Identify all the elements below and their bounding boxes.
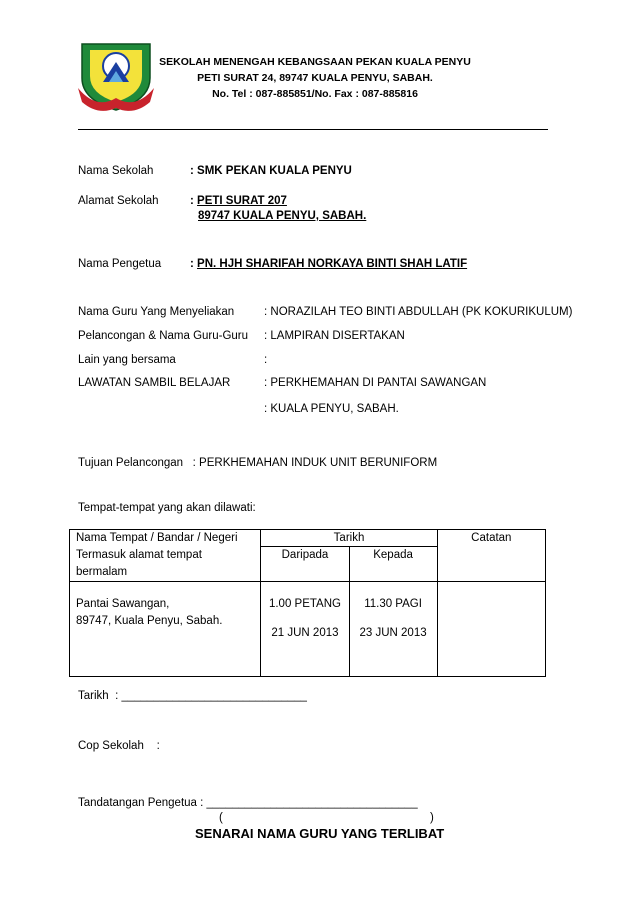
header-line-1: Nama Tempat / Bandar / Negeri <box>76 532 238 544</box>
senarai-heading: SENARAI NAMA GURU YANG TERLIBAT <box>195 826 445 841</box>
col-catatan-header: Catatan <box>437 530 545 582</box>
lawatan-label: LAWATAN SAMBIL BELAJAR <box>78 377 231 389</box>
kepada-date: 23 JUN 2013 <box>359 627 427 639</box>
nama-pengetua-label: Nama Pengetua <box>78 258 162 270</box>
daripada-time: 1.00 PETANG <box>268 598 341 610</box>
col-kepada-header: Kepada <box>349 547 437 582</box>
lain-label: Lain yang bersama <box>78 354 176 366</box>
header-divider <box>78 129 548 130</box>
lain-value: : <box>264 354 268 366</box>
col-tarikh-header: Tarikh <box>261 530 437 547</box>
header-address: PETI SURAT 24, 89747 KUALA PENYU, SABAH. <box>197 72 433 84</box>
tempat-table <box>69 529 546 677</box>
row-kepada <box>349 582 437 677</box>
paren-close: ) <box>430 812 434 824</box>
row-daripada <box>261 582 349 677</box>
row-place <box>70 582 261 677</box>
tarikh-field: Tarikh : _____________________________ <box>78 690 307 702</box>
col-daripada-header: Daripada <box>261 547 349 582</box>
nama-sekolah-value: : SMK PEKAN KUALA PENYU <box>190 165 352 177</box>
guru-menyeliakan-value: : NORAZILAH TEO BINTI ABDULLAH (PK KOKURIKULUM) <box>264 306 573 318</box>
tujuan-pelancongan: Tujuan Pelancongan : PERKHEMAHAN INDUK UNIT BERUNIFORM <box>78 457 438 469</box>
nama-sekolah-label: Nama Sekolah <box>78 165 154 177</box>
tempat-heading: Tempat-tempat yang akan dilawati: <box>78 502 256 514</box>
place-line-1: Pantai Sawangan, <box>76 598 170 610</box>
kepada-time: 11.30 PAGI <box>364 598 422 610</box>
paren-open: ( <box>219 812 223 824</box>
place-line-2: 89747, Kuala Penyu, Sabah. <box>76 615 223 627</box>
cop-sekolah-field: Cop Sekolah : <box>78 740 160 752</box>
lawatan-value-2: : KUALA PENYU, SABAH. <box>264 403 399 415</box>
row-catatan <box>437 582 545 677</box>
alamat-sekolah-label: Alamat Sekolah <box>78 195 159 207</box>
header-contact: No. Tel : 087-885851/No. Fax : 087-885816 <box>212 88 418 100</box>
header-school-name: SEKOLAH MENENGAH KEBANGSAAN PEKAN KUALA PENYU <box>159 56 471 68</box>
daripada-date: 21 JUN 2013 <box>271 627 339 639</box>
alamat-sekolah-line1: : PETI SURAT 207 <box>190 195 287 207</box>
alamat-sekolah-line2: 89747 KUALA PENYU, SABAH. <box>198 210 367 222</box>
nama-pengetua-value: : PN. HJH SHARIFAH NORKAYA BINTI SHAH LATIF <box>190 258 468 270</box>
lawatan-value: : PERKHEMAHAN DI PANTAI SAWANGAN <box>264 377 487 389</box>
tandatangan-field: Tandatangan Pengetua : _________________________________ <box>78 797 418 809</box>
pelancongan-value: : LAMPIRAN DISERTAKAN <box>264 330 405 342</box>
header-line-2: Termasuk alamat tempat <box>76 549 202 561</box>
guru-menyeliakan-label: Nama Guru Yang Menyeliakan <box>78 306 235 318</box>
pelancongan-label: Pelancongan & Nama Guru-Guru <box>78 330 249 342</box>
header-line-3: bermalam <box>76 566 128 578</box>
col-nama-tempat-header <box>70 530 261 582</box>
